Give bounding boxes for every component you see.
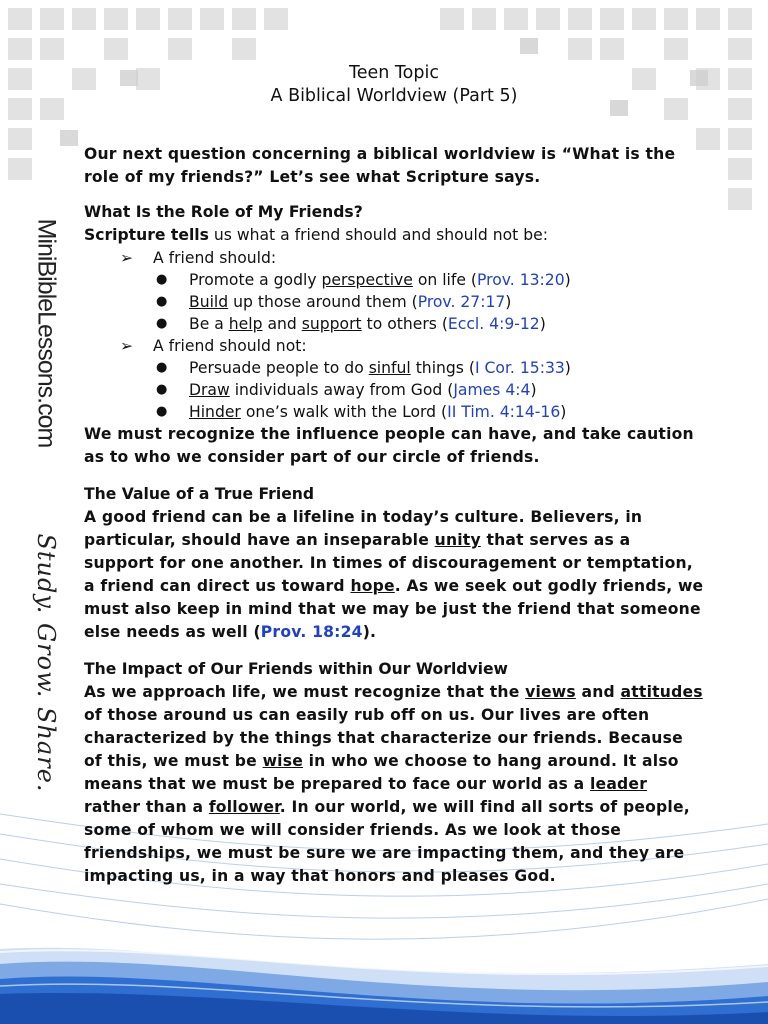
list-item <box>84 269 704 291</box>
scripture-reference: Prov. 27:17 <box>417 293 506 311</box>
paragraph-keyword: hope <box>350 577 395 595</box>
value-paragraph <box>84 506 704 644</box>
paragraph-text: and <box>575 683 621 701</box>
section-heading-value: The Value of a True Friend <box>84 485 315 503</box>
bullet-icon: ● <box>156 316 168 331</box>
item-text: one’s walk with the Lord ( <box>240 403 448 421</box>
item-keyword: Draw <box>189 381 230 399</box>
paragraph-keyword: attitudes <box>620 683 703 701</box>
influence-paragraph: We must recognize the influence people can have, and take caution as to who we consider part of our circle of friends. <box>84 425 694 466</box>
paragraph-keyword: wise <box>262 752 303 770</box>
paragraph-text: of those around us can easily rub off on us. Our lives are often characterized by the things that characterize our friends. Because of this, we must be <box>84 706 683 770</box>
site-url-text: MiniBibleLessons.com <box>32 218 61 448</box>
paragraph-keyword: follower <box>208 798 280 816</box>
list-item <box>84 313 704 335</box>
scripture-reference: Prov. 18:24 <box>260 623 363 641</box>
item-text: ) <box>564 271 571 289</box>
list-item <box>84 379 704 401</box>
item-text: Promote a godly <box>189 271 322 289</box>
paragraph-text: As we approach life, we must recognize that the <box>84 683 526 701</box>
list-item <box>84 401 704 423</box>
scripture-lead-rest: us what a friend should and should not be: <box>208 226 548 244</box>
scripture-reference: I Cor. 15:33 <box>474 359 565 377</box>
scripture-lead <box>84 224 704 247</box>
paragraph-text: . As we seek out godly friends, we must also keep in mind that we may be just the friend that someone else needs as well ( <box>84 577 704 641</box>
item-text: ) <box>564 359 571 377</box>
site-url-vertical <box>28 208 64 458</box>
item-keyword: Hinder <box>189 403 241 421</box>
paragraph-text: in who we choose to hang around. It also means that we must be prepared to face our world as a <box>84 752 679 793</box>
item-text: Be a <box>189 315 229 333</box>
should-list <box>153 269 704 335</box>
tagline-text: Study. Grow. Share. <box>32 533 60 793</box>
item-text: ) <box>530 381 537 399</box>
page-title: Teen Topic <box>349 63 439 83</box>
item-text: things ( <box>410 359 475 377</box>
bullet-icon: ● <box>156 294 168 309</box>
document-body <box>84 62 704 888</box>
intro-paragraph: Our next question concerning a biblical worldview is “What is the role of my friends?” Let’s see what Scripture says. <box>84 145 676 186</box>
should-not-list <box>153 357 704 423</box>
scripture-reference: Prov. 13:20 <box>477 271 565 289</box>
paragraph-text: A good friend can be a lifeline in today’s culture. Believers, in particular, should have an inseparable <box>84 508 643 549</box>
list-item <box>84 247 704 335</box>
paragraph-text: ). <box>362 623 377 641</box>
item-text: ) <box>505 293 512 311</box>
item-keyword: Build <box>189 293 229 311</box>
item-text: Persuade people to do <box>189 359 369 377</box>
paragraph-text: rather than a <box>84 798 209 816</box>
item-keyword: perspective <box>321 271 413 289</box>
scripture-lead-bold: Scripture tells <box>84 226 209 244</box>
paragraph-keyword: views <box>525 683 576 701</box>
list-label: A friend should: <box>153 249 277 267</box>
scripture-reference: Eccl. 4:9-12 <box>447 315 540 333</box>
item-text: on life ( <box>412 271 478 289</box>
list-label: A friend should not: <box>153 337 307 355</box>
tagline-vertical <box>28 533 64 793</box>
item-keyword: help <box>228 315 263 333</box>
section-heading-role: What Is the Role of My Friends? <box>84 203 363 221</box>
item-text: ) <box>560 403 567 421</box>
list-item <box>84 335 704 423</box>
item-text: to others ( <box>361 315 448 333</box>
paragraph-text: . In our world, we will find all sorts of people, some of whom we will consider friends. As we look at those friendships, we must be sure we are impacting them, and they are impacting us, in a way that honors and pleases God. <box>84 798 690 885</box>
bullet-icon: ● <box>156 404 168 419</box>
item-text: up those around them ( <box>228 293 418 311</box>
paragraph-keyword: unity <box>434 531 481 549</box>
item-text: and <box>262 315 302 333</box>
scripture-reference: James 4:4 <box>453 381 531 399</box>
paragraph-text: that serves as a support for one another. In times of discouragement or temptation, a friend can direct us toward <box>84 531 693 595</box>
arrow-bullet-icon: ➢ <box>120 337 134 355</box>
item-text: ) <box>539 315 546 333</box>
bullet-icon: ● <box>156 382 168 397</box>
friend-qualities-list <box>84 247 704 423</box>
section-heading-impact: The Impact of Our Friends within Our Worldview <box>84 660 508 678</box>
item-keyword: support <box>301 315 362 333</box>
arrow-bullet-icon: ➢ <box>120 249 134 267</box>
list-item <box>84 291 704 313</box>
bullet-icon: ● <box>156 272 168 287</box>
scripture-reference: II Tim. 4:14-16 <box>447 403 561 421</box>
paragraph-keyword: leader <box>590 775 648 793</box>
item-keyword: sinful <box>368 359 411 377</box>
impact-paragraph <box>84 681 704 888</box>
list-item <box>84 357 704 379</box>
bullet-icon: ● <box>156 360 168 375</box>
page-subtitle: A Biblical Worldview (Part 5) <box>270 86 518 106</box>
item-text: individuals away from God ( <box>229 381 454 399</box>
